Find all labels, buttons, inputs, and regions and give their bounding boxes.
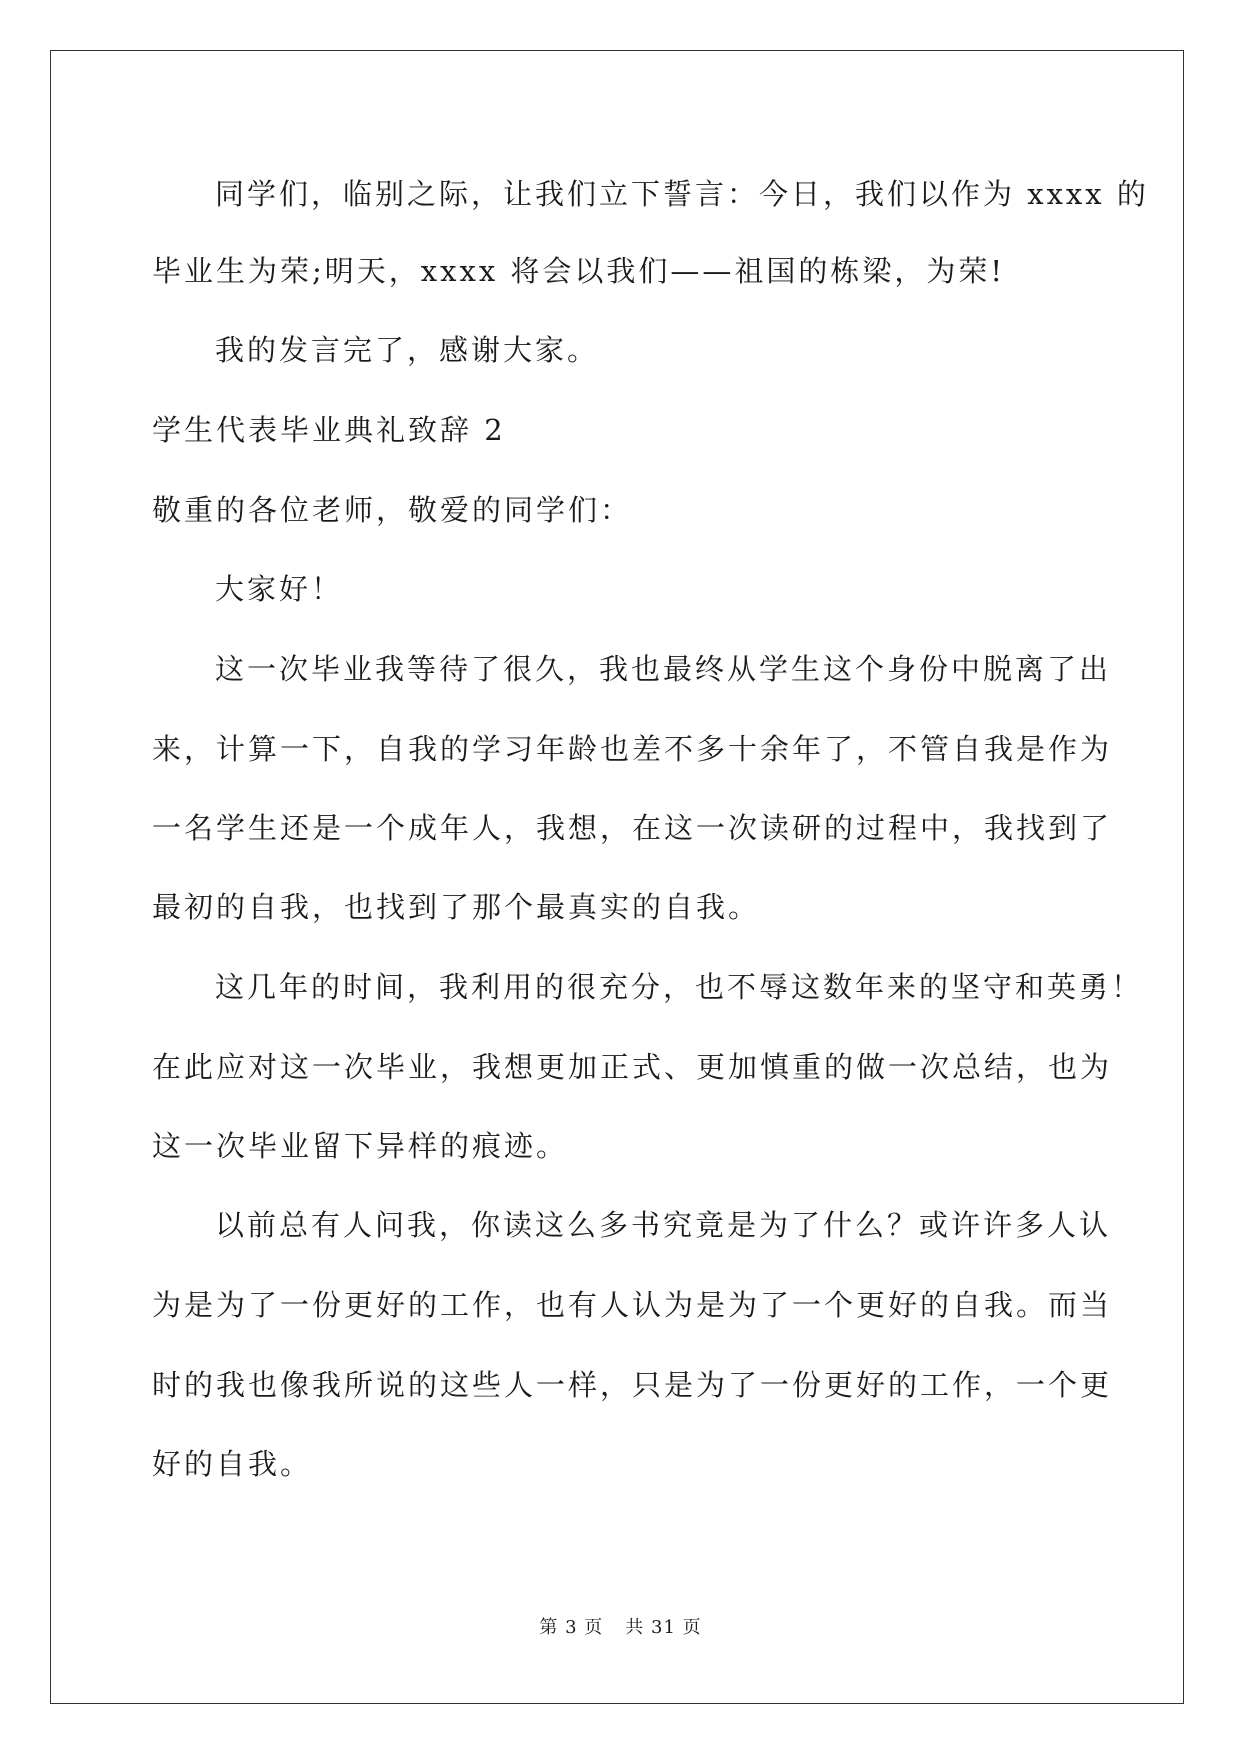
paragraph-line: 这几年的时间，我利用的很充分，也不辱这数年来的坚守和英勇！: [215, 970, 1144, 1004]
page-number: 第 3 页: [539, 1617, 604, 1638]
paragraph-line: 为是为了一份更好的工作，也有人认为是为了一个更好的自我。而当: [152, 1288, 1113, 1322]
paragraph-line: 时的我也像我所说的这些人一样，只是为了一份更好的工作，一个更: [152, 1368, 1113, 1402]
paragraph-line: 一名学生还是一个成年人，我想，在这一次读研的过程中，我找到了: [152, 811, 1113, 845]
page-total: 共 31 页: [625, 1617, 702, 1638]
paragraph-line: 在此应对这一次毕业，我想更加正式、更加慎重的做一次总结，也为: [152, 1050, 1113, 1084]
paragraph-line: 这一次毕业留下异样的痕迹。: [152, 1129, 569, 1163]
paragraph-line: 同学们，临别之际，让我们立下誓言：今日，我们以作为 xxxx 的: [215, 177, 1149, 211]
greeting: 大家好！: [215, 572, 344, 606]
paragraph-line: 好的自我。: [152, 1447, 313, 1481]
paragraph-line: 毕业生为荣;明天，xxxx 将会以我们——祖国的栋梁，为荣!: [152, 254, 1006, 288]
section-heading: 学生代表毕业典礼致辞 2: [152, 413, 506, 447]
paragraph-line: 来，计算一下，自我的学习年龄也差不多十余年了，不管自我是作为: [152, 732, 1113, 766]
page-footer: [0, 1616, 1241, 1640]
paragraph-line: 最初的自我，也找到了那个最真实的自我。: [152, 890, 761, 924]
salutation: 敬重的各位老师，敬爱的同学们：: [152, 493, 633, 527]
paragraph-line: 以前总有人问我，你读这么多书究竟是为了什么？或许许多人认: [215, 1208, 1112, 1242]
paragraph-line: 这一次毕业我等待了很久，我也最终从学生这个身份中脱离了出: [215, 652, 1112, 686]
paragraph-line: 我的发言完了，感谢大家。: [215, 333, 600, 367]
